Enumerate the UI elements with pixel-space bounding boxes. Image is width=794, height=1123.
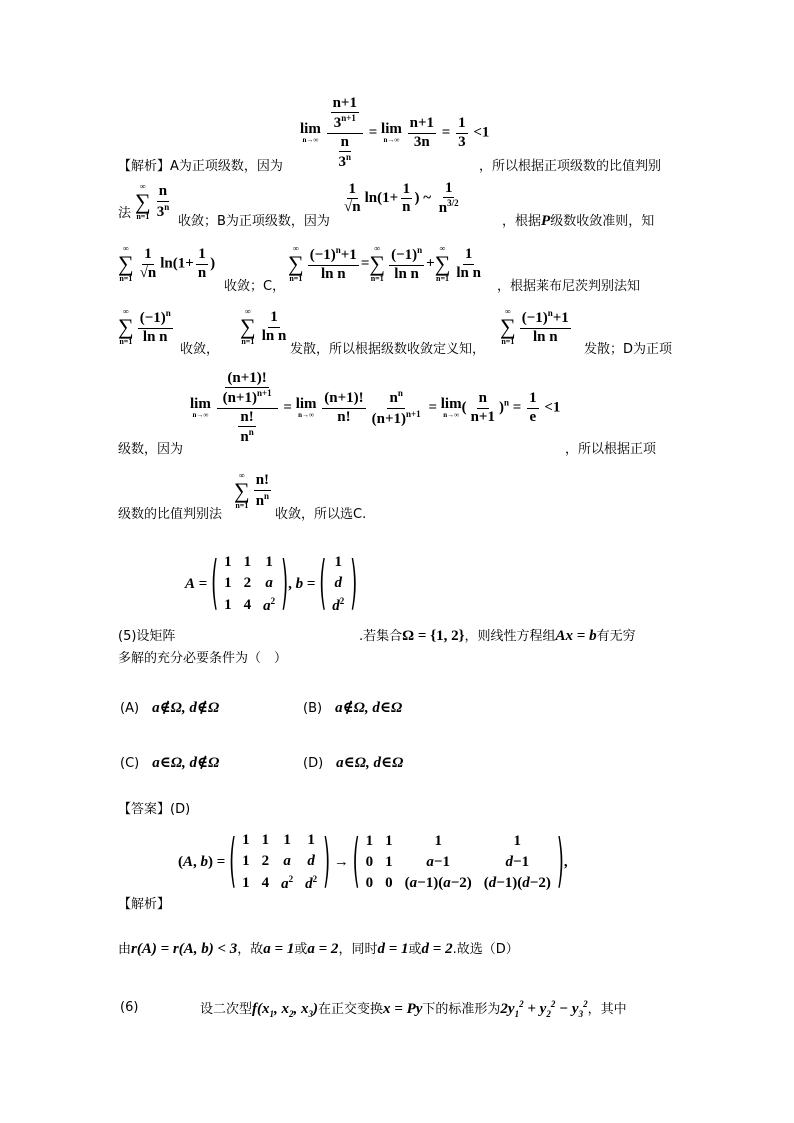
option-a[interactable]: (A) a∉Ω, d∉Ω [120,700,220,716]
option-c[interactable]: (C) a∈Ω, d∉Ω [120,755,220,771]
so-ratio-text: ，所以根据正项 [565,442,657,457]
option-b[interactable]: (B) a∉Ω, d∈Ω [303,700,403,716]
matrix-A: A = ( 1 1 1 1 2 a 1 4 $a^2$ ) , b = ( 1 d $d^2$ ) [185,550,358,619]
formula-c-series: ∞ ∑ n=1 $\frac{(-1)^n+1}{\text{ln n}}$ [500,307,569,346]
augmented-matrix: (A, b) = ( 1 1 1 1 1 2 a d 1 4 $a^2$ $d^2$ ) → ( 1 1 1 1 0 1 a−1 d−1 0 0 (a−1)(a−2) (d−1)(d−2) ) , [178,828,568,897]
q5-intro: (5)设矩阵 [118,629,176,644]
formula-fact: ∞ ∑ n=1 $\frac{n!}{n^n}$ [234,471,270,510]
q5-line2: 多解的充分必要条件为（ ） [118,651,288,666]
formula-alt: ∞ ∑ n=1 $\frac{(-1)^n}{\text{ln n}}$ [118,307,171,346]
final-text: 级数的比值判别法 [118,507,223,522]
by-p-text: ，根据P级数收敛准则，知 [502,213,655,229]
answer-line: 【答案】(D) [118,802,191,817]
q5-set-intro: .若集合Ω = {1, 2}，则线性方程组Ax = b有无穷 [359,628,636,644]
formula-limit-a: lim n→∞ $\frac{\frac{n+1}{3^{n+1}}}{\frac{n}{3^n}}$ = lim n→∞ $\frac{n+1}{3n}$ = $\frac{1}{3}$ <1 [300,95,490,170]
diverge2-text: 发散；D为正项 [584,342,673,357]
rank-line: 由r(A) = r(A, b) < 3，故a = 1或a = 2，同时d = 1或d = 2.故选（D） [118,941,519,957]
series-because-text: 级数，因为 [118,442,184,457]
option-d[interactable]: (D) a∈Ω, d∈Ω [303,755,404,771]
leibniz-text: ，根据莱布尼茨判别法知 [497,279,641,294]
formula-sum-n-3n: ∞ ∑ n=1 $\frac{n}{3^n}$ [135,182,170,221]
analysis-label: 【解析】 [118,159,171,174]
formula-harm-ln: ∞ ∑ n=1 $\frac{1}{\text{ln n}}$ [240,307,287,346]
formula-sum-split: ∞ ∑ n=1 $\frac{(-1)^n+1}{\text{ln n}}$ = ∞ ∑ n=1 $\frac{(-1)^n}{\text{ln n}}$ + ∞ ∑ n=1 $\frac{1}{\text{ln n}}$ [288,244,481,283]
formula-sum-ln: ∞ ∑ n=1 $\frac{1}{√n}$ ln(1+ $\frac{1}{n}$ ) [118,244,216,283]
formula-asym: $\frac{1}{√n}$ ln(1+ $\frac{1}{n}$ ) ~ $\frac{1}{n^{3/2}}$ [344,180,459,217]
converge1-text: 收敛；B为正项级数，因为 [178,214,330,229]
analysis-label-2: 【解析】 [118,897,171,912]
final-tail-text: 收敛，所以选C. [275,507,367,522]
q6-text: 设二次型$f(x_1$, $x_2$, $x_3$)在正交变换x = Py下的标准形为$2y_1^2 + y_2^2 - y_3^2$，其中 [200,999,627,1019]
analysis-line-1-tail: ，所以根据正项级数的比值判别 [479,159,662,174]
formula-limit-d: lim n→∞ $\frac{\frac{(n+1)!}{(n+1)^{n+1}}}{\frac{n!}{n^n}}$ = lim n→∞ $\frac{(n+1)!}{n!}$ $\frac{n^n}{(n+1)^{n+1}}$ = lim n→∞ ( $\frac{n}{n+1}$ )$^n$ = $\frac{1}{e}$ <1 [190,370,561,445]
converge2-text: 收敛；C， [224,279,286,294]
q6-num: (6) [120,1000,139,1015]
analysis-line-1: 【解析】A为正项级数，因为 [118,159,283,174]
method-text: 法 [118,206,132,221]
diverge1-text: 发散，所以根据级数收敛定义知， [290,342,486,357]
converge3-text: 收敛， [180,342,220,357]
